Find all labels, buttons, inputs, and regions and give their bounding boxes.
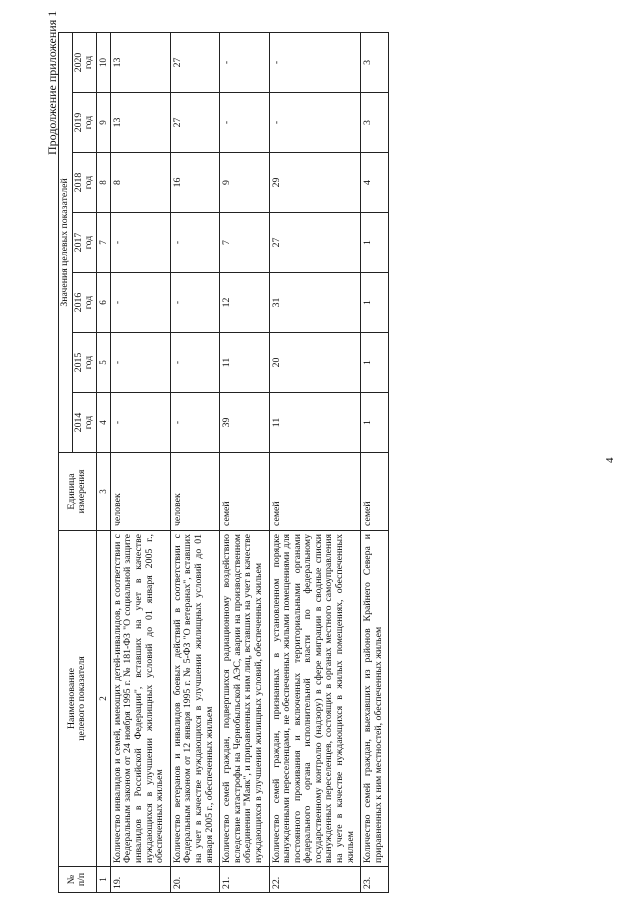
header-year: [72, 333, 96, 393]
header-year: [72, 32, 96, 92]
header-name-text: Наименование целевого показателя: [65, 656, 88, 741]
indicator-value: 7: [220, 213, 269, 273]
header-values: [59, 32, 73, 452]
row-number: 23.: [361, 867, 389, 893]
indicator-name: Количество семей граждан, выехавших из районов Крайнего Севера и приравненных к ним местностей, обеспеченных жильем: [361, 531, 389, 867]
unit: семей: [220, 453, 269, 531]
table-body: [110, 32, 389, 892]
indicators-table: [58, 32, 389, 893]
header-year-text: 2016 год: [72, 292, 95, 313]
row-number: 20.: [170, 867, 219, 893]
header-no-text: № п/п: [65, 872, 88, 887]
unit: человек: [110, 453, 170, 531]
indicator-value: 13: [110, 32, 170, 92]
indicator-value: 1: [361, 273, 389, 333]
header-year-text: 2014 год: [72, 412, 95, 433]
header-year-text: 2017 год: [72, 232, 95, 253]
indicator-value: 13: [110, 93, 170, 153]
table-row: [170, 32, 219, 892]
column-number: 3: [96, 453, 110, 531]
row-number: 22.: [269, 867, 361, 893]
indicator-value: -: [170, 393, 219, 453]
column-number: 1: [96, 867, 110, 893]
header-year: [72, 393, 96, 453]
unit: семей: [269, 453, 361, 531]
indicator-value: -: [269, 93, 361, 153]
indicator-value: 16: [170, 153, 219, 213]
header-year: [72, 273, 96, 333]
header-unit-text: Единица измерения: [65, 469, 88, 514]
table-row: [110, 32, 170, 892]
indicator-value: -: [170, 333, 219, 393]
indicator-value: -: [220, 93, 269, 153]
indicator-value: 27: [170, 32, 219, 92]
unit: человек: [170, 453, 219, 531]
indicator-value: 3: [361, 32, 389, 92]
indicator-value: 29: [269, 153, 361, 213]
indicator-value: -: [220, 32, 269, 92]
row-number: 19.: [110, 867, 170, 893]
header-year-text: 2015 год: [72, 352, 95, 373]
indicator-name: Количество семей граждан, признанных в установленном порядке вынужденными переселенцами, не обеспеченных жилыми помещениями для постоянного проживания и включенных территориальными органами федерального органа исполнительной власти по федеральному государственному контролю (надзору) в сфере миграции в сводные списки вынужденных переселенцев, состоящих в органах местного самоуправления на учете в качестве нуждающихся в жилых помещениях, обеспеченных жильем: [269, 531, 361, 867]
indicator-value: -: [110, 213, 170, 273]
indicator-value: 4: [361, 153, 389, 213]
indicator-value: -: [110, 333, 170, 393]
indicator-value: -: [170, 213, 219, 273]
header-values-text: Значения целевых показателей: [59, 178, 70, 307]
column-number: 5: [96, 333, 110, 393]
header-year: [72, 93, 96, 153]
table-row: [220, 32, 269, 892]
table-row: [269, 32, 361, 892]
header-year-text: 2019 год: [72, 112, 95, 133]
indicator-value: -: [110, 273, 170, 333]
header-year: [72, 153, 96, 213]
indicator-name: Количество инвалидов и семей, имеющих детей-инвалидов, в соответствии с Федеральным законом от 24 ноября 1995 г. № 181-ФЗ "О социальной защите инвалидов в Российской Федерации", вставших на учет в качестве нуждающихся в улучшении жилищных условий до 01 января 2005 г., обеспеченных жильем: [110, 531, 170, 867]
indicator-value: 12: [220, 273, 269, 333]
indicator-value: -: [269, 32, 361, 92]
indicator-value: 20: [269, 333, 361, 393]
indicator-value: 11: [269, 393, 361, 453]
table-row: [361, 32, 389, 892]
header-unit: [59, 453, 97, 531]
column-number: 9: [96, 93, 110, 153]
indicator-value: 1: [361, 213, 389, 273]
column-number: 10: [96, 32, 110, 92]
header-column-numbers: [96, 32, 110, 892]
indicator-value: 27: [269, 213, 361, 273]
header-year-text: 2018 год: [72, 172, 95, 193]
indicator-value: 39: [220, 393, 269, 453]
indicator-value: 3: [361, 93, 389, 153]
indicator-value: -: [110, 393, 170, 453]
indicator-value: 31: [269, 273, 361, 333]
indicator-value: 9: [220, 153, 269, 213]
header-year-text: 2020 год: [72, 52, 95, 73]
row-number: 21.: [220, 867, 269, 893]
column-number: 6: [96, 273, 110, 333]
indicator-value: 8: [110, 153, 170, 213]
column-number: 7: [96, 213, 110, 273]
header-name: [59, 531, 97, 867]
indicator-value: 1: [361, 333, 389, 393]
page-number: 4: [604, 457, 616, 463]
indicator-name: Количество семей граждан, подвергшихся радиационному воздействию вследствие катастрофы на Чернобыльской АЭС, аварии на производственном объединении "Маяк", и приравненных к ним лиц, вставших на учет в качестве нуждающихся в улучшении жилищных условий, обеспеченных жильем: [220, 531, 269, 867]
unit: семей: [361, 453, 389, 531]
indicator-value: 11: [220, 333, 269, 393]
column-number: 8: [96, 153, 110, 213]
continuation-label: Продолжение приложения 1: [45, 10, 59, 155]
indicator-name: Количество ветеранов и инвалидов боевых действий в соответствии с Федеральным законом от 12 января 1995 г. № 5-ФЗ "О ветеранах", вставших на учет в качестве нуждающихся в улучшении жилищных условий до 01 января 2005 г., обеспеченных жильем: [170, 531, 219, 867]
indicator-value: 1: [361, 393, 389, 453]
indicator-value: -: [170, 273, 219, 333]
column-number: 2: [96, 531, 110, 867]
header-year: [72, 213, 96, 273]
indicator-value: 27: [170, 93, 219, 153]
header-no: [59, 867, 97, 893]
column-number: 4: [96, 393, 110, 453]
